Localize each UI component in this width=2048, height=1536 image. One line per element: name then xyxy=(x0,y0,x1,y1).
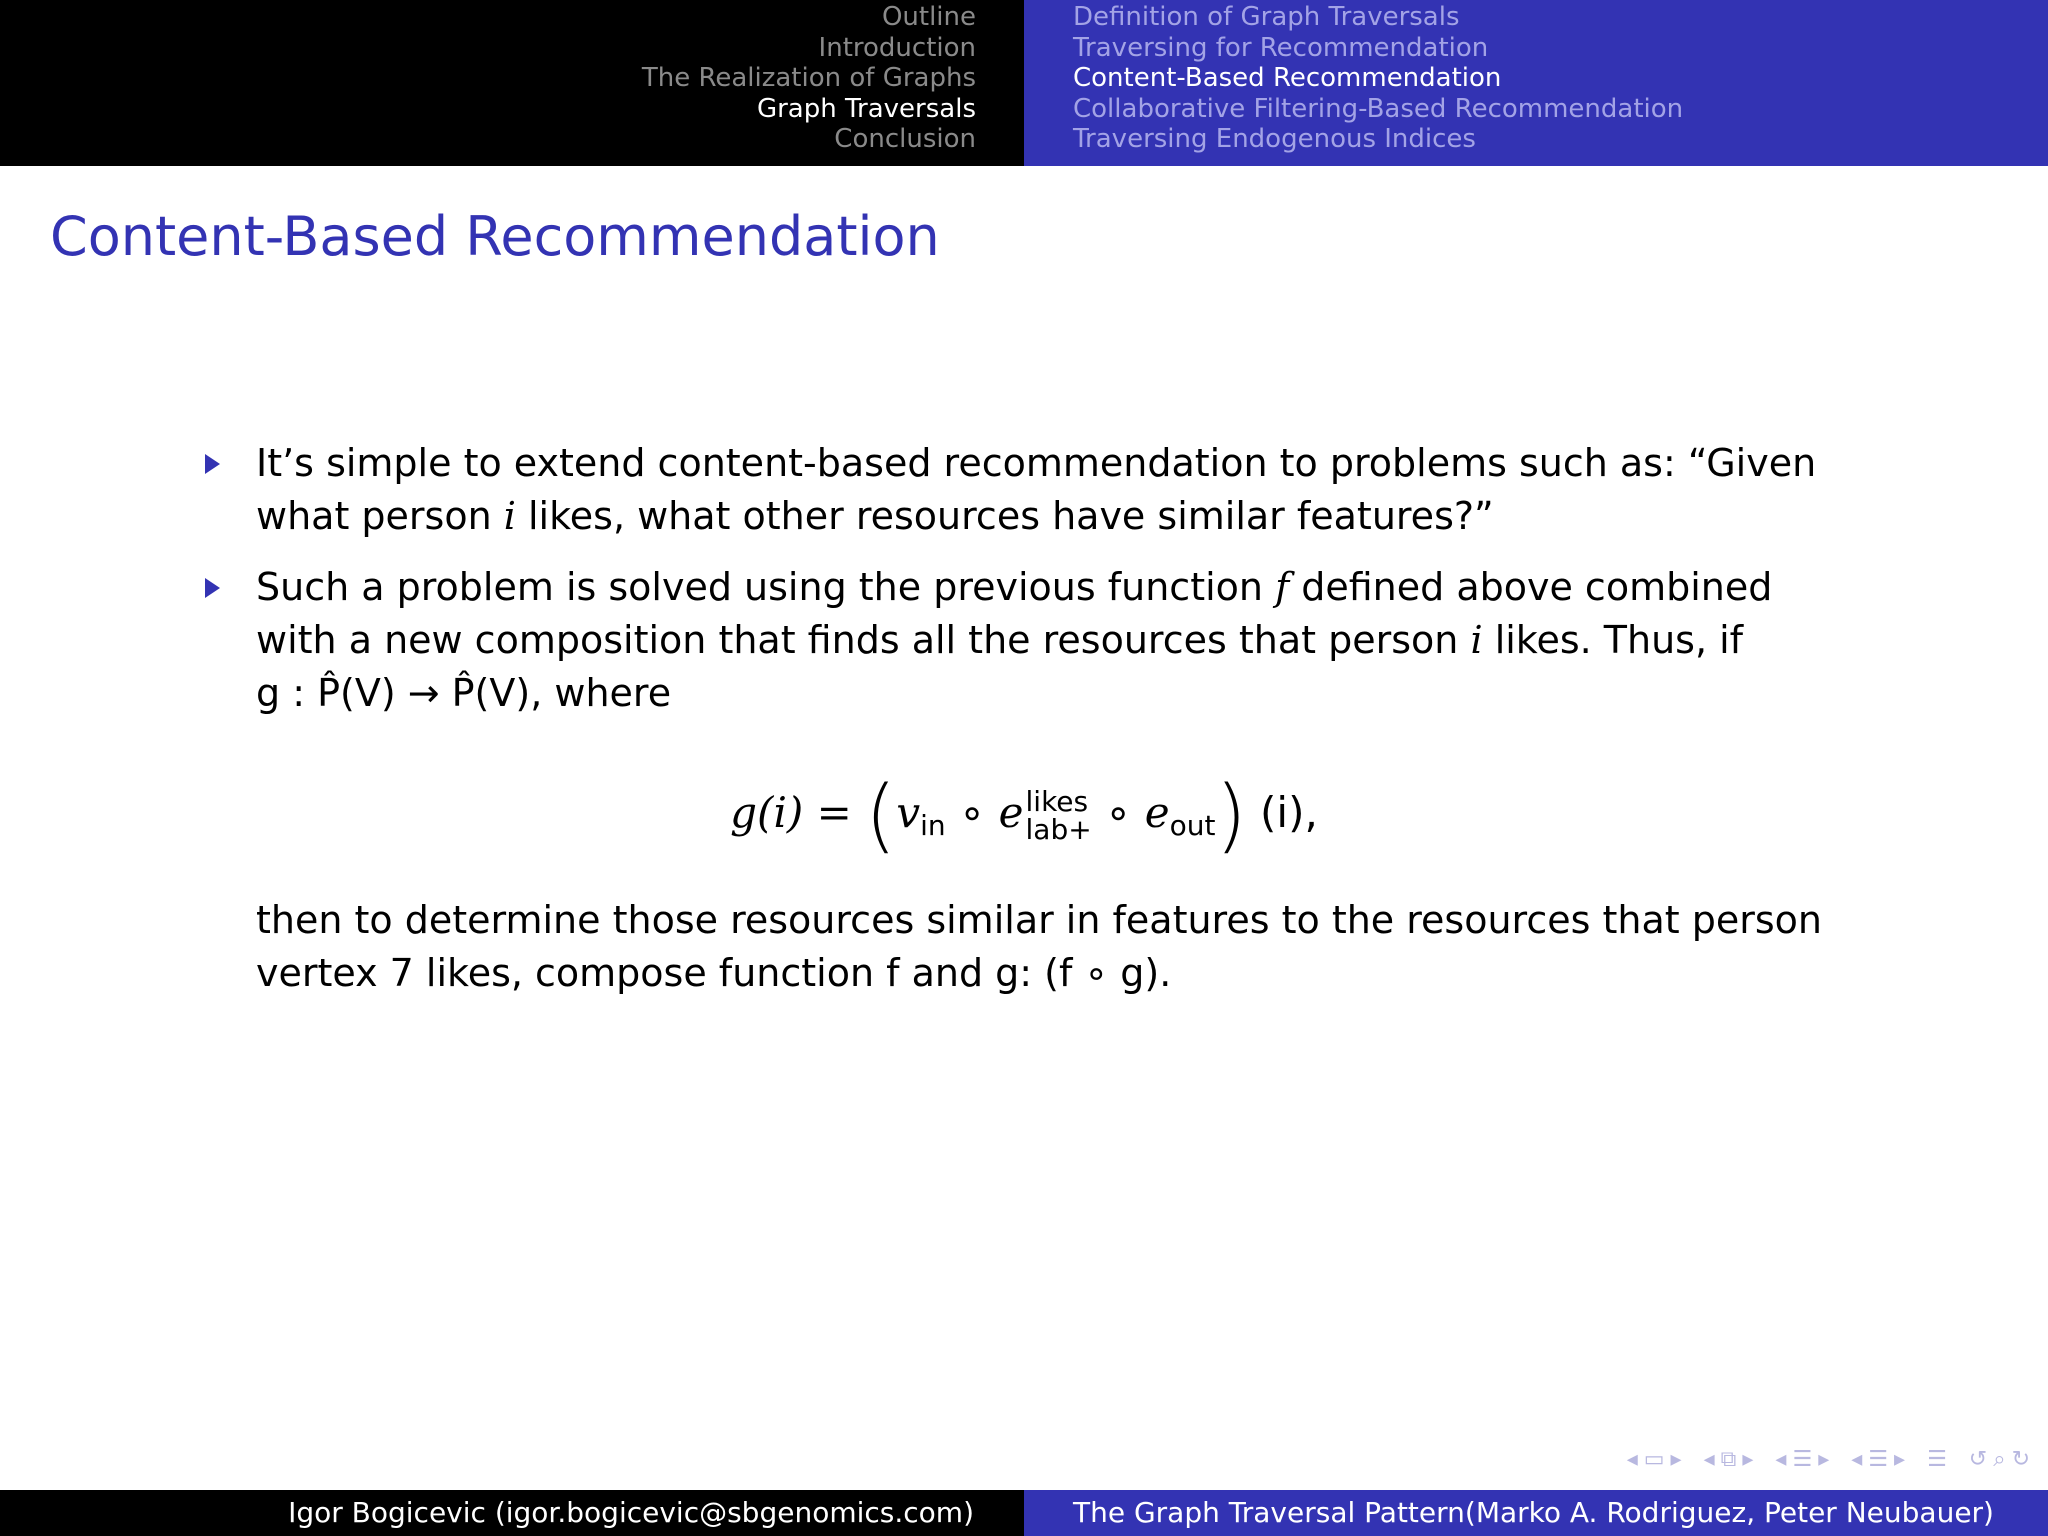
nav-next-document-icon[interactable]: ▸ xyxy=(1894,1446,1906,1472)
section-link-graph-traversals[interactable]: Graph Traversals xyxy=(756,93,976,124)
section-link-conclusion[interactable]: Conclusion xyxy=(834,124,976,155)
bullet-triangle-icon xyxy=(205,454,220,474)
formula-e2-sub: out xyxy=(1169,809,1216,842)
bullet-triangle-icon xyxy=(205,578,220,598)
nav-prev-section-icon[interactable]: ◂ xyxy=(1775,1446,1787,1472)
header-subsections-panel xyxy=(1024,0,2048,166)
nav-document-group xyxy=(1851,1447,1905,1472)
formula-e: e xyxy=(998,788,1024,837)
footer xyxy=(0,1490,2048,1536)
subsection-link-content-based[interactable]: Content-Based Recommendation xyxy=(1073,63,1502,94)
formula-rhs: (i), xyxy=(1260,788,1318,837)
nav-section-group xyxy=(1775,1447,1829,1472)
formula-lhs: g(i) = xyxy=(730,788,852,837)
formula-open-paren: ( xyxy=(865,768,897,862)
section-link-outline[interactable]: Outline xyxy=(881,2,976,32)
bullet-2-line-2: with a new composition that finds all the resources that person i likes. Thus, if xyxy=(256,618,1744,662)
subsection-link-traversing-recommendation[interactable]: Traversing for Recommendation xyxy=(1073,32,1489,63)
formula-g-of-i xyxy=(0,768,2048,862)
nav-prev-document-icon[interactable]: ◂ xyxy=(1851,1446,1863,1472)
document-icon[interactable]: ☰ xyxy=(1868,1446,1889,1472)
bullet-1-line-2: what person i likes, what other resources have similar features?” xyxy=(256,494,1494,538)
nav-next-section-icon[interactable]: ▸ xyxy=(1818,1446,1830,1472)
subsection-link-definition[interactable]: Definition of Graph Traversals xyxy=(1073,2,1460,32)
formula-close-paren: ) xyxy=(1215,768,1247,862)
formula-v-sub: in xyxy=(920,809,946,842)
section-icon[interactable]: ☰ xyxy=(1792,1446,1813,1472)
formula-e-scripts xyxy=(1025,784,1092,846)
subsection-list xyxy=(1073,2,1683,155)
beamer-navigation-controls xyxy=(1615,1444,2030,1474)
nav-subsection-group xyxy=(1704,1447,1754,1472)
header-navigation xyxy=(0,0,2048,166)
forward-icon[interactable]: ↻ xyxy=(2011,1446,2030,1472)
section-link-realization-of-graphs[interactable]: The Realization of Graphs xyxy=(641,63,976,94)
back-icon[interactable]: ↺ xyxy=(1968,1446,1988,1472)
frame-icon[interactable]: ▭ xyxy=(1643,1446,1665,1472)
formula-v: v xyxy=(896,788,921,837)
formula-e-sup: likes xyxy=(1025,784,1089,818)
footer-title-panel xyxy=(1024,1490,2048,1536)
formula-e2: e xyxy=(1144,788,1170,837)
formula-e-sub: lab+ xyxy=(1025,812,1092,846)
search-icon[interactable]: ⌕ xyxy=(1993,1446,2006,1472)
subsection-link-endogenous-indices[interactable]: Traversing Endogenous Indices xyxy=(1073,124,1476,155)
nav-prev-subsection-icon[interactable]: ◂ xyxy=(1703,1446,1715,1472)
section-list xyxy=(642,2,976,155)
bullet-2-line-1: Such a problem is solved using the previous function f defined above combined xyxy=(256,565,1773,609)
header-sections-panel xyxy=(0,0,1024,166)
nav-next-frame-icon[interactable]: ▸ xyxy=(1670,1446,1682,1472)
nav-prev-frame-icon[interactable]: ◂ xyxy=(1626,1446,1638,1472)
subsection-link-collaborative-filtering[interactable]: Collaborative Filtering-Based Recommendation xyxy=(1073,93,1684,124)
nav-search-group xyxy=(1969,1447,2030,1472)
section-link-introduction[interactable]: Introduction xyxy=(818,32,976,63)
continuation-line-1: then to determine those resources similar in features to the resources that person xyxy=(256,898,1822,942)
footer-author: Igor Bogicevic (igor.bogicevic@sbgenomics.com) xyxy=(288,1496,974,1529)
bullet-2-line-3: g : P̂(V) → P̂(V), where xyxy=(256,671,672,715)
formula-compose-1: ∘ xyxy=(959,788,986,837)
bullet-1-line-1: It’s simple to extend content-based recommendation to problems such as: “Given xyxy=(256,441,1817,485)
formula-compose-2: ∘ xyxy=(1105,788,1132,837)
nav-next-subsection-icon[interactable]: ▸ xyxy=(1742,1446,1754,1472)
nav-frame-group xyxy=(1627,1447,1682,1472)
appendix-icon[interactable]: ☰ xyxy=(1927,1446,1947,1472)
nav-appendix-group xyxy=(1927,1447,1947,1472)
slide-title: Content-Based Recommendation xyxy=(50,205,940,268)
footer-author-panel xyxy=(0,1490,1024,1536)
continuation-line-2: vertex 7 likes, compose function f and g: (f ∘ g). xyxy=(256,951,1172,995)
footer-paper-title: The Graph Traversal Pattern(Marko A. Rodriguez, Peter Neubauer) xyxy=(1073,1496,1994,1529)
subsection-icon[interactable]: ⧉ xyxy=(1720,1446,1737,1472)
